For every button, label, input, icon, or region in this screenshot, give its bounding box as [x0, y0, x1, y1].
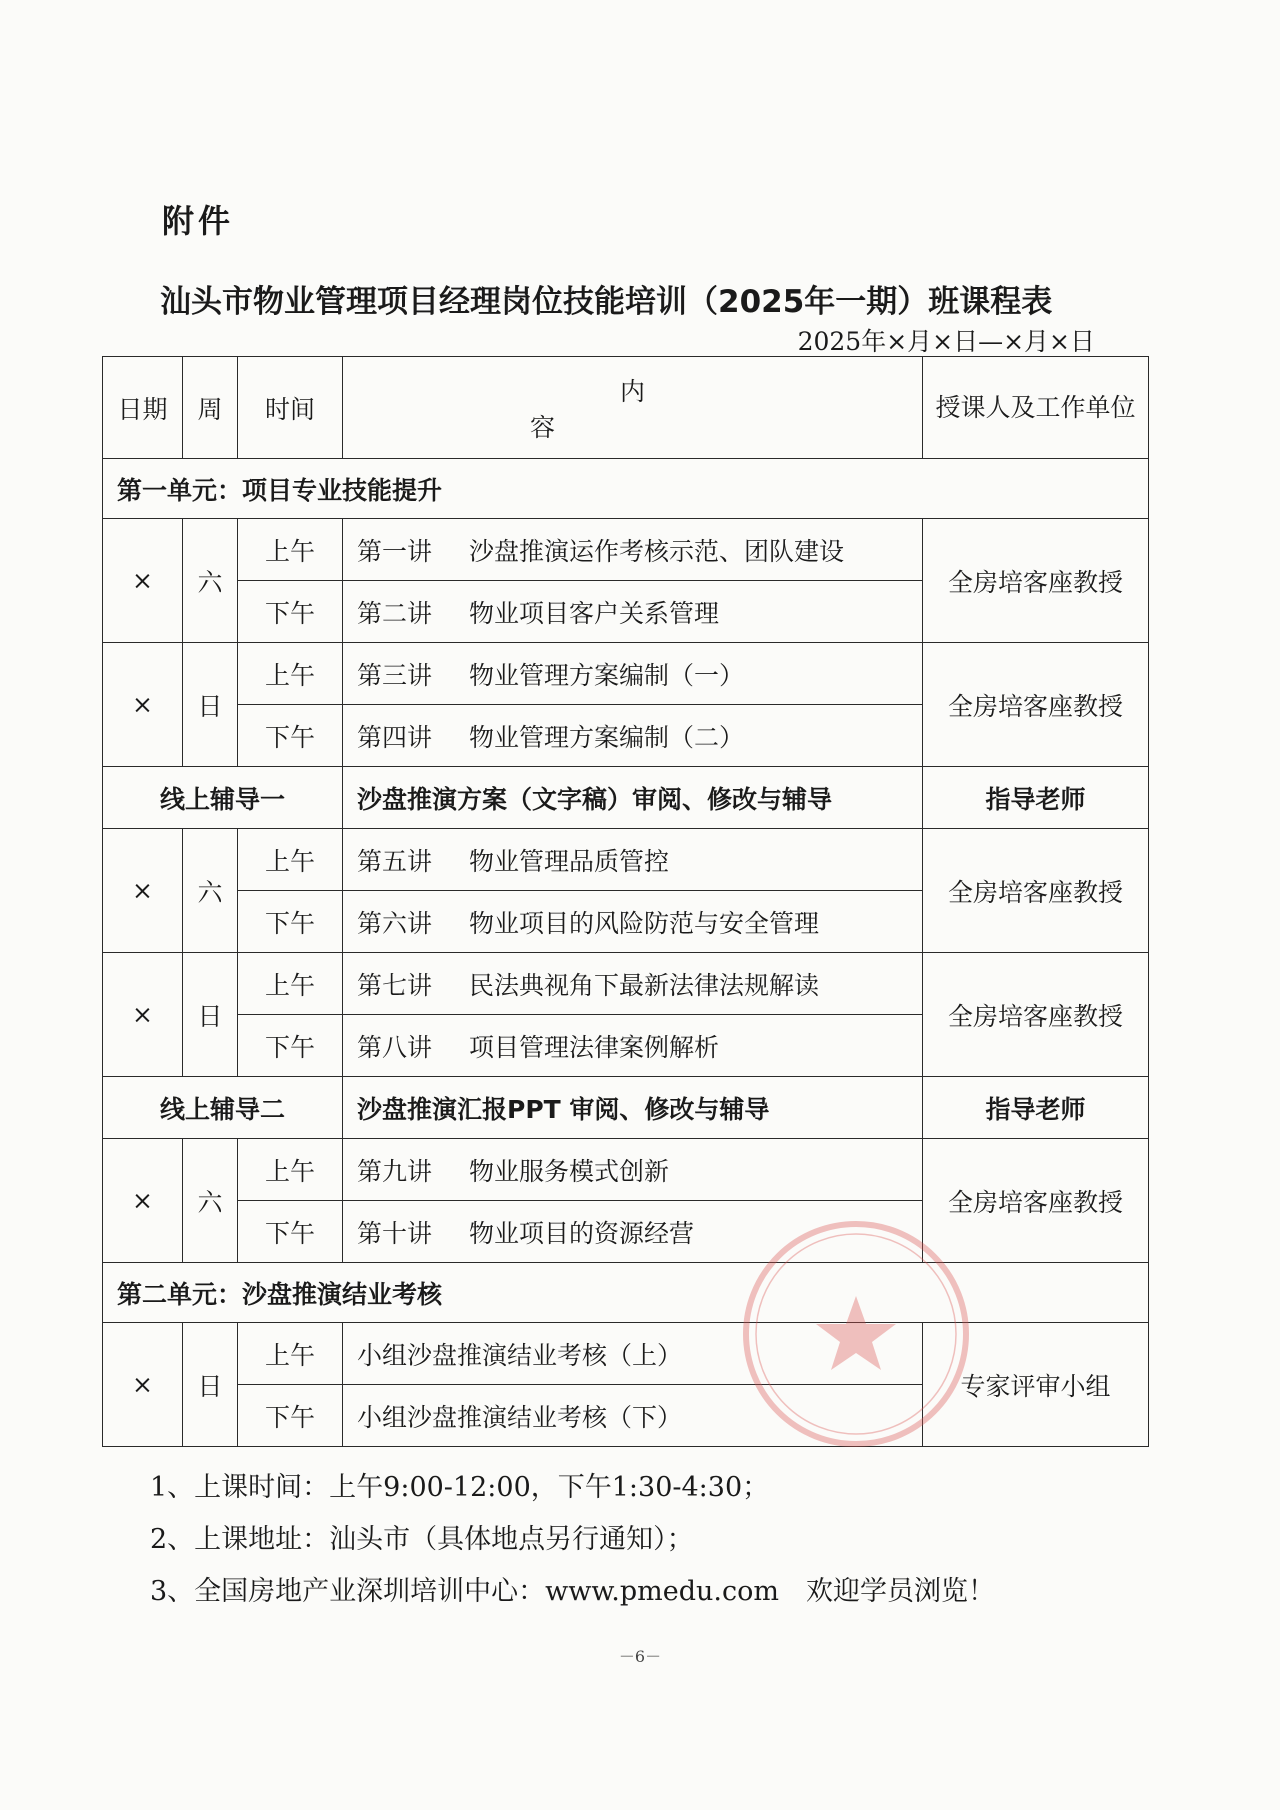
content-cell — [343, 519, 923, 581]
lecture-number: 第三讲 — [357, 660, 433, 690]
date-cell: × — [103, 829, 183, 953]
week-cell: 六 — [183, 519, 238, 643]
unit-1-title: 第一单元：项目专业技能提升 — [103, 459, 1149, 519]
unit-row — [103, 459, 1149, 519]
lecture-number: 第七讲 — [357, 970, 433, 1000]
content-cell — [343, 1015, 923, 1077]
lecture-number: 第十讲 — [357, 1218, 433, 1248]
content-cell: 小组沙盘推演结业考核（下） — [343, 1385, 923, 1447]
date-cell: × — [103, 519, 183, 643]
content-cell — [343, 953, 923, 1015]
week-cell: 六 — [183, 1139, 238, 1263]
date-cell: × — [103, 953, 183, 1077]
time-cell: 下午 — [238, 1201, 343, 1263]
lecture-topic: 沙盘推演运作考核示范、团队建设 — [469, 536, 845, 566]
table-row — [103, 1139, 1149, 1201]
online-row — [103, 767, 1149, 829]
lecturer-cell: 全房培客座教授 — [923, 519, 1149, 643]
online-content: 沙盘推演汇报PPT 审阅、修改与辅导 — [343, 1077, 923, 1139]
table-header-row — [103, 357, 1149, 459]
content-cell — [343, 1139, 923, 1201]
note-website: 3、全国房地产业深圳培训中心：www.pmedu.com 欢迎学员浏览！ — [150, 1576, 995, 1607]
time-cell: 下午 — [238, 581, 343, 643]
week-cell: 日 — [183, 643, 238, 767]
time-cell: 下午 — [238, 1385, 343, 1447]
lecture-topic: 物业管理方案编制（二） — [469, 722, 745, 752]
lecture-topic: 物业服务模式创新 — [469, 1156, 670, 1186]
lecture-topic: 项目管理法律案例解析 — [469, 1032, 720, 1062]
schedule-table — [102, 356, 1149, 1447]
unit-row — [103, 1263, 1149, 1323]
time-cell: 上午 — [238, 1139, 343, 1201]
header-date: 日期 — [103, 357, 183, 459]
lecture-topic: 民法典视角下最新法律法规解读 — [469, 970, 820, 1000]
time-cell: 下午 — [238, 1015, 343, 1077]
lecture-number: 第六讲 — [357, 908, 433, 938]
lecturer-cell: 全房培客座教授 — [923, 829, 1149, 953]
lecturer-cell: 全房培客座教授 — [923, 643, 1149, 767]
header-time: 时间 — [238, 357, 343, 459]
lecture-topic: 物业项目的风险防范与安全管理 — [469, 908, 820, 938]
time-cell: 上午 — [238, 953, 343, 1015]
date-cell: × — [103, 1139, 183, 1263]
header-content — [343, 357, 923, 459]
online-label: 线上辅导一 — [103, 767, 343, 829]
table-row — [103, 643, 1149, 705]
date-cell: × — [103, 1323, 183, 1447]
date-cell: × — [103, 643, 183, 767]
time-cell: 上午 — [238, 519, 343, 581]
content-cell — [343, 891, 923, 953]
table-row — [103, 953, 1149, 1015]
time-cell: 上午 — [238, 643, 343, 705]
header-lecturer: 授课人及工作单位 — [923, 357, 1149, 459]
notes-block — [150, 1462, 1150, 1618]
week-cell: 六 — [183, 829, 238, 953]
lecture-number: 第二讲 — [357, 598, 433, 628]
lecture-number: 第一讲 — [357, 536, 433, 566]
page-number: －6－ — [618, 1647, 662, 1666]
lecturer-cell: 全房培客座教授 — [923, 1139, 1149, 1263]
content-cell — [343, 705, 923, 767]
time-cell: 下午 — [238, 891, 343, 953]
time-cell: 下午 — [238, 705, 343, 767]
lecture-number: 第九讲 — [357, 1156, 433, 1186]
time-cell: 上午 — [238, 1323, 343, 1385]
lecture-number: 第五讲 — [357, 846, 433, 876]
unit-2-title: 第二单元：沙盘推演结业考核 — [103, 1263, 1149, 1323]
time-cell: 上午 — [238, 829, 343, 891]
lecture-number: 第八讲 — [357, 1032, 433, 1062]
content-cell — [343, 581, 923, 643]
week-cell: 日 — [183, 1323, 238, 1447]
header-week: 周 — [183, 357, 238, 459]
online-lecturer: 指导老师 — [923, 767, 1149, 829]
date-range: 2025年×月×日—×月×日 — [797, 327, 1095, 356]
content-cell: 小组沙盘推演结业考核（上） — [343, 1323, 923, 1385]
online-content: 沙盘推演方案（文字稿）审阅、修改与辅导 — [343, 767, 923, 829]
lecture-topic: 物业项目客户关系管理 — [469, 598, 720, 628]
lecturer-cell: 专家评审小组 — [923, 1323, 1149, 1447]
week-cell: 日 — [183, 953, 238, 1077]
content-cell — [343, 643, 923, 705]
lecture-topic: 物业项目的资源经营 — [469, 1218, 695, 1248]
lecturer-cell: 全房培客座教授 — [923, 953, 1149, 1077]
lecture-number: 第四讲 — [357, 722, 433, 752]
page-title: 汕头市物业管理项目经理岗位技能培训（2025年一期）班课程表 — [160, 284, 1053, 320]
table-row — [103, 519, 1149, 581]
note-class-address: 2、上课地址：汕头市（具体地点另行通知）； — [150, 1524, 694, 1555]
attachment-label: 附件 — [162, 202, 235, 240]
table-row — [103, 1323, 1149, 1385]
note-class-time: 1、上课时间：上午9:00-12:00，下午1:30-4:30； — [150, 1472, 770, 1503]
lecture-topic: 物业管理方案编制（一） — [469, 660, 745, 690]
table-row — [103, 829, 1149, 891]
lecture-topic: 物业管理品质管控 — [469, 846, 670, 876]
header-content-label: 内容 — [529, 376, 825, 442]
content-cell — [343, 1201, 923, 1263]
content-cell — [343, 829, 923, 891]
online-lecturer: 指导老师 — [923, 1077, 1149, 1139]
online-label: 线上辅导二 — [103, 1077, 343, 1139]
online-row — [103, 1077, 1149, 1139]
